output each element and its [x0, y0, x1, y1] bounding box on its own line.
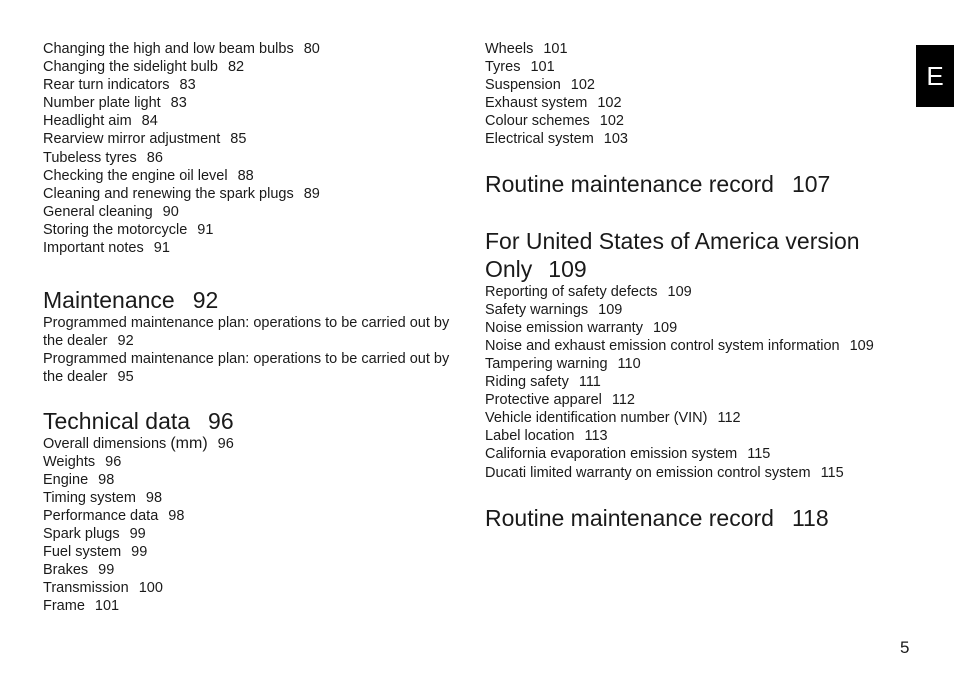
toc-entry[interactable] [43, 489, 468, 507]
toc-heading-maintenance[interactable] [43, 286, 468, 314]
entry-page: 91 [153, 240, 170, 257]
entry-text: Vehicle identification number (VIN) [485, 410, 708, 427]
toc-entry[interactable] [485, 391, 925, 409]
entry-text: Programmed maintenance plan: operations to be carried out by the dealer [43, 315, 450, 350]
entry-page: 110 [617, 355, 641, 372]
entry-page: 101 [530, 59, 555, 76]
toc-entry[interactable] [43, 221, 468, 239]
entry-text: Riding safety [485, 374, 569, 391]
entry-page: 99 [98, 562, 115, 579]
toc-usa-list [485, 283, 925, 482]
toc-entry[interactable] [43, 350, 468, 386]
toc-technical-data-list [43, 453, 468, 616]
heading-title: Routine maintenance record [485, 170, 774, 197]
entry-text: Headlight aim [43, 113, 132, 130]
entry-page: 102 [570, 77, 595, 94]
entry-text: Storing the motorcycle [43, 221, 188, 238]
toc-entry[interactable] [485, 94, 925, 112]
toc-entry[interactable] [485, 58, 925, 76]
entry-text: Rearview mirror adjustment [43, 131, 221, 148]
entry-page: 96 [217, 435, 234, 452]
entry-text: Transmission [43, 580, 129, 597]
toc-right-column [485, 40, 925, 532]
entry-page: 109 [849, 337, 874, 354]
toc-entry[interactable] [43, 76, 468, 94]
entry-text: Reporting of safety defects [485, 283, 658, 300]
toc-entry[interactable] [43, 525, 468, 543]
entry-text: Brakes [43, 562, 89, 579]
entry-text: Rear turn indicators [43, 77, 170, 94]
toc-entry[interactable] [43, 112, 468, 130]
entry-page: 109 [598, 301, 623, 318]
entry-page: 102 [599, 113, 624, 130]
heading-title-line1: For United States of America version [485, 227, 860, 254]
toc-entry[interactable] [43, 579, 468, 597]
toc-entry[interactable] [43, 203, 468, 221]
entry-page: 109 [667, 283, 692, 300]
toc-entry-overall-dimensions[interactable] [43, 435, 468, 453]
entry-page: 98 [145, 489, 163, 506]
toc-entry[interactable] [43, 58, 468, 76]
entry-page: 96 [105, 453, 122, 470]
entry-text: Cleaning and renewing the spark plugs [43, 185, 294, 202]
toc-heading-routine-record-107[interactable] [485, 170, 925, 198]
toc-entry[interactable] [43, 561, 468, 579]
entry-text: Important notes [43, 240, 144, 257]
entry-page: 115 [747, 446, 771, 463]
toc-entry[interactable] [43, 597, 468, 615]
toc-entry[interactable] [485, 427, 925, 445]
entry-page: 101 [94, 598, 120, 615]
toc-entry[interactable] [485, 319, 925, 337]
toc-entry[interactable] [485, 283, 925, 301]
entry-text: Electrical system [485, 131, 594, 148]
entry-page: 82 [227, 59, 245, 76]
entry-page: 83 [170, 95, 187, 112]
entry-page: 102 [597, 95, 622, 112]
entry-page: 90 [162, 203, 179, 220]
toc-entry[interactable] [43, 453, 468, 471]
toc-entry[interactable] [485, 76, 925, 94]
entry-page: 100 [138, 580, 163, 597]
entry-page: 111 [578, 374, 601, 391]
entry-page: 98 [168, 507, 185, 524]
entry-text: Overall dimensions [43, 435, 167, 452]
entry-page: 89 [303, 185, 320, 202]
entry-text: Noise emission warranty [485, 319, 643, 336]
toc-entry[interactable] [485, 409, 925, 427]
toc-entry[interactable] [485, 445, 925, 463]
entry-text: Engine [43, 471, 89, 488]
entry-text: Weights [43, 453, 96, 470]
entry-page: 84 [141, 113, 158, 130]
entry-text: Number plate light [43, 95, 161, 112]
toc-entry[interactable] [43, 130, 468, 148]
toc-entry[interactable] [43, 167, 468, 185]
entry-text: Programmed maintenance plan: operations to be carried out by the dealer [43, 351, 450, 386]
toc-right-intro-list [485, 40, 925, 149]
entry-page: 101 [543, 41, 568, 57]
toc-entry[interactable] [485, 337, 925, 355]
entry-page: 85 [230, 131, 247, 148]
entry-text: Checking the engine oil level [43, 167, 228, 184]
entry-text: Suspension [485, 77, 561, 94]
entry-page: 88 [237, 167, 254, 184]
heading-title: Maintenance [43, 287, 175, 314]
toc-entry[interactable] [43, 314, 468, 350]
entry-text: Changing the sidelight bulb [43, 59, 218, 76]
toc-entry[interactable] [485, 40, 925, 58]
entry-page: 95 [117, 369, 134, 386]
entry-page: 86 [146, 149, 163, 166]
heading-page: 92 [192, 287, 219, 314]
toc-entry[interactable] [43, 239, 468, 257]
entry-page: 103 [603, 131, 628, 148]
entry-text: Fuel system [43, 544, 122, 561]
toc-heading-usa-version[interactable] [485, 227, 925, 283]
toc-entry[interactable] [43, 507, 468, 525]
entry-page: 112 [717, 410, 741, 427]
heading-title: Routine maintenance record [485, 504, 774, 531]
toc-entry[interactable] [485, 112, 925, 130]
entry-page: 80 [303, 41, 320, 57]
entry-text: Label location [485, 428, 575, 445]
toc-entry[interactable] [485, 464, 925, 482]
entry-page: 112 [611, 392, 635, 409]
entry-text: Timing system [43, 489, 136, 506]
toc-entry[interactable] [485, 355, 925, 373]
heading-page: 109 [548, 255, 587, 282]
toc-maintenance-list [43, 314, 468, 386]
heading-title: Technical data [43, 407, 191, 434]
heading-title-line2: Only [485, 255, 533, 282]
entry-page: 99 [129, 525, 146, 542]
entry-text: Wheels [485, 41, 534, 57]
heading-page: 107 [791, 170, 831, 197]
entry-text: Noise and exhaust emission control system information [485, 337, 840, 354]
entry-page: 115 [820, 464, 844, 481]
toc-left-intro-list [43, 40, 468, 257]
toc-left-column [43, 40, 468, 615]
entry-text: Ducati limited warranty on emission control system [485, 464, 811, 481]
entry-text: Performance data [43, 507, 159, 524]
toc-entry[interactable] [43, 471, 468, 489]
entry-text: Colour schemes [485, 113, 590, 130]
entry-text: Exhaust system [485, 95, 588, 112]
toc-entry[interactable] [485, 301, 925, 319]
entry-text: Safety warnings [485, 301, 589, 318]
toc-entry[interactable] [43, 543, 468, 561]
entry-page: 92 [117, 333, 134, 350]
entry-text: Spark plugs [43, 525, 120, 542]
entry-page: 99 [131, 544, 148, 561]
toc-heading-technical-data[interactable] [43, 407, 468, 435]
entry-page: 113 [584, 428, 608, 445]
entry-page: 83 [179, 77, 196, 94]
toc-entry[interactable] [485, 373, 925, 391]
heading-page: 96 [208, 407, 234, 434]
toc-entry[interactable] [43, 40, 468, 58]
entry-text: Tubeless tyres [43, 149, 137, 166]
entry-text: Tyres [485, 59, 521, 76]
toc-entry[interactable] [43, 185, 468, 203]
entry-text: Changing the high and low beam bulbs [43, 41, 294, 57]
toc-heading-routine-record-118[interactable] [485, 504, 925, 532]
toc-entry[interactable] [485, 130, 925, 148]
entry-page: 98 [98, 471, 115, 488]
entry-text: General cleaning [43, 203, 153, 220]
entry-text: Tampering warning [485, 355, 608, 372]
entry-text: Frame [43, 598, 85, 615]
entry-page: 109 [652, 319, 678, 336]
toc-entry[interactable] [43, 149, 468, 167]
language-tab: E [916, 45, 954, 107]
entry-text: Protective apparel [485, 392, 602, 409]
heading-page: 118 [791, 504, 829, 531]
entry-text: California evaporation emission system [485, 446, 738, 463]
toc-entry[interactable] [43, 94, 468, 112]
entry-unit: (mm) [170, 434, 208, 452]
entry-page: 91 [197, 221, 214, 238]
page-number: 5 [900, 638, 910, 657]
